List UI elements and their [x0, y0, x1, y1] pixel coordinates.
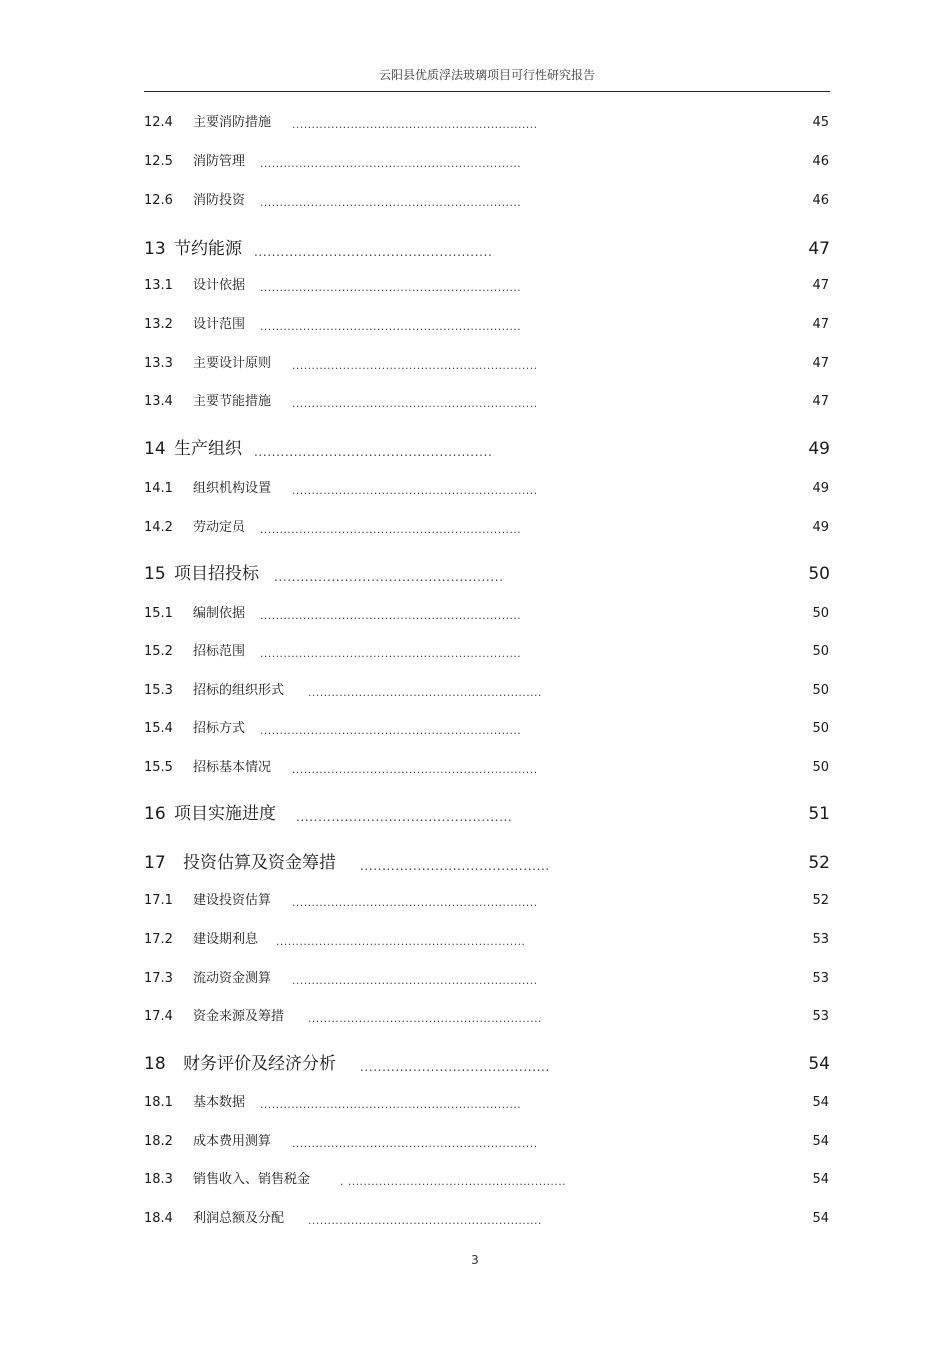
toc-entry-number: 14	[144, 439, 166, 459]
toc-dot-leader: ...................................................................	[260, 647, 522, 660]
toc-dot-leader: ............................................................	[308, 686, 542, 699]
toc-entry-title: 项目实施进度	[174, 804, 276, 824]
toc-entry-number: 12.6	[144, 193, 173, 208]
toc-dot-leader: ...................................................................	[260, 609, 522, 622]
toc-entry-title: 项目招投标	[174, 564, 259, 584]
toc-entry-number: 18	[144, 1054, 166, 1074]
toc-entry-number: 13.1	[144, 278, 173, 293]
toc-entry[interactable]	[144, 150, 830, 174]
toc-entry[interactable]	[144, 1130, 830, 1154]
toc-dot-leader: ......................................................	[254, 245, 493, 259]
toc-entry[interactable]	[144, 602, 830, 626]
toc-entry-title: 基本数据	[193, 1095, 246, 1110]
toc-chapter-entry[interactable]	[144, 562, 830, 586]
toc-entry-number: 12.4	[144, 115, 173, 130]
toc-entry-title: 设计范围	[193, 317, 246, 332]
toc-dot-leader: .................................................	[296, 810, 513, 824]
toc-entry[interactable]	[144, 1005, 830, 1029]
toc-chapter-entry[interactable]	[144, 237, 830, 261]
toc-entry-number: 17.4	[144, 1009, 173, 1024]
toc-entry-number: 15.5	[144, 760, 173, 775]
toc-entry-page: 47	[812, 356, 829, 371]
toc-entry[interactable]	[144, 889, 830, 913]
toc-entry[interactable]	[144, 928, 830, 952]
toc-entry-number: 16	[144, 804, 166, 824]
toc-entry[interactable]	[144, 352, 830, 376]
page-number: 3	[471, 1253, 479, 1267]
toc-dot-leader: ...............................................................	[292, 359, 538, 372]
toc-entry[interactable]	[144, 756, 830, 780]
toc-entry-title: 主要设计原则	[193, 356, 272, 371]
toc-entry-page: 51	[808, 804, 830, 824]
toc-entry-page: 52	[808, 853, 830, 873]
toc-dot-leader: ...............................................................	[292, 118, 538, 131]
toc-entry-page: 50	[812, 760, 829, 775]
toc-entry-page: 52	[812, 893, 829, 908]
toc-dot-leader: ......................................................	[254, 445, 493, 459]
toc-entry-page: 50	[812, 683, 829, 698]
toc-entry-title: 劳动定员	[193, 520, 246, 535]
toc-dot-leader: ............................................................	[308, 1012, 542, 1025]
toc-entry-number: 12.5	[144, 154, 173, 169]
toc-dot-leader: ...............................................................	[292, 1137, 538, 1150]
toc-chapter-entry[interactable]	[144, 851, 830, 875]
toc-entry[interactable]	[144, 967, 830, 991]
toc-dot-leader: ...............................................................	[292, 763, 538, 776]
toc-dot-leader: ...................................................................	[260, 281, 522, 294]
toc-entry-page: 54	[808, 1054, 830, 1074]
toc-entry-title: 建设期利息	[193, 932, 259, 947]
toc-entry-title: 节约能源	[174, 239, 242, 259]
toc-entry-title: 消防管理	[193, 154, 246, 169]
toc-entry-title: 组织机构设置	[193, 481, 272, 496]
toc-entry-page: 47	[808, 239, 830, 259]
toc-dot-leader: . ........................................................	[340, 1175, 567, 1188]
toc-entry[interactable]	[144, 516, 830, 540]
toc-entry-title: 主要消防措施	[193, 115, 272, 130]
toc-entry-title: 财务评价及经济分析	[183, 1054, 336, 1074]
toc-entry-page: 49	[812, 481, 829, 496]
toc-entry-page: 46	[812, 154, 829, 169]
toc-entry-title: 编制依据	[193, 606, 246, 621]
toc-entry[interactable]	[144, 679, 830, 703]
toc-entry-title: 招标范围	[193, 644, 246, 659]
toc-entry-page: 49	[808, 439, 830, 459]
toc-entry-number: 18.2	[144, 1134, 173, 1149]
toc-entry-page: 53	[812, 1009, 829, 1024]
toc-dot-leader: ....................................................	[274, 570, 504, 584]
toc-entry-number: 17	[144, 853, 166, 873]
toc-entry-page: 47	[812, 317, 829, 332]
toc-dot-leader: ...................................................................	[260, 196, 522, 209]
toc-entry-page: 54	[812, 1095, 829, 1110]
toc-entry-number: 18.3	[144, 1172, 173, 1187]
toc-entry-page: 46	[812, 193, 829, 208]
toc-entry-title: 利润总额及分配	[193, 1211, 285, 1226]
toc-entry-title: 投资估算及资金筹措	[183, 853, 336, 873]
toc-entry-number: 13.2	[144, 317, 173, 332]
toc-entry-title: 成本费用测算	[193, 1134, 272, 1149]
toc-dot-leader: ...............................................................	[292, 896, 538, 909]
toc-entry-page: 50	[812, 721, 829, 736]
toc-entry-number: 17.3	[144, 971, 173, 986]
toc-entry[interactable]	[144, 111, 830, 135]
toc-entry-page: 53	[812, 932, 829, 947]
toc-entry[interactable]	[144, 477, 830, 501]
toc-entry-number: 17.2	[144, 932, 173, 947]
toc-entry[interactable]	[144, 1168, 830, 1192]
toc-entry-page: 47	[812, 394, 829, 409]
toc-entry[interactable]	[144, 313, 830, 337]
toc-entry-number: 13	[144, 239, 166, 259]
toc-dot-leader: ...................................................................	[260, 320, 522, 333]
toc-entry-title: 流动资金测算	[193, 971, 272, 986]
toc-entry-number: 17.1	[144, 893, 173, 908]
toc-dot-leader: ...................................................................	[260, 1098, 522, 1111]
toc-entry-title: 建设投资估算	[193, 893, 272, 908]
toc-entry-number: 15.1	[144, 606, 173, 621]
toc-dot-leader: ...........................................	[360, 859, 550, 873]
toc-entry[interactable]	[144, 717, 830, 741]
toc-entry-title: 招标的组织形式	[193, 683, 285, 698]
toc-entry-title: 生产组织	[174, 439, 242, 459]
toc-entry[interactable]	[144, 274, 830, 298]
toc-entry-number: 18.4	[144, 1211, 173, 1226]
toc-entry-page: 45	[812, 115, 829, 130]
toc-entry-number: 15.2	[144, 644, 173, 659]
toc-entry-number: 14.1	[144, 481, 173, 496]
toc-entry-page: 47	[812, 278, 829, 293]
toc-entry-page: 54	[812, 1134, 829, 1149]
toc-entry-title: 招标方式	[193, 721, 246, 736]
toc-entry-number: 14.2	[144, 520, 173, 535]
toc-entry-number: 15.3	[144, 683, 173, 698]
toc-entry[interactable]	[144, 1207, 830, 1231]
toc-dot-leader: ...................................................................	[260, 523, 522, 536]
toc-entry-number: 15.4	[144, 721, 173, 736]
toc-dot-leader: ...............................................................	[292, 974, 538, 987]
toc-entry-title: 主要节能措施	[193, 394, 272, 409]
toc-entry-number: 15	[144, 564, 166, 584]
toc-chapter-entry[interactable]	[144, 802, 830, 826]
toc-dot-leader: ...............................................................	[292, 484, 538, 497]
toc-entry-title: 资金来源及筹措	[193, 1009, 285, 1024]
toc-entry-page: 53	[812, 971, 829, 986]
toc-dot-leader: ...........................................	[360, 1060, 550, 1074]
toc-entry[interactable]	[144, 390, 830, 414]
toc-entry-page: 50	[812, 606, 829, 621]
header-rule	[144, 91, 830, 92]
toc-chapter-entry[interactable]	[144, 437, 830, 461]
toc-entry-page: 54	[812, 1172, 829, 1187]
toc-entry[interactable]	[144, 640, 830, 664]
toc-entry-title: 设计依据	[193, 278, 246, 293]
toc-entry[interactable]	[144, 189, 830, 213]
toc-dot-leader: ...................................................................	[260, 157, 522, 170]
toc-entry-number: 13.4	[144, 394, 173, 409]
toc-entry-title: 招标基本情况	[193, 760, 272, 775]
toc-entry-number: 18.1	[144, 1095, 173, 1110]
toc-entry-title: 消防投资	[193, 193, 246, 208]
toc-entry-number: 13.3	[144, 356, 173, 371]
toc-entry[interactable]	[144, 1091, 830, 1115]
header-title: 云阳县优质浮法玻璃项目可行性研究报告	[378, 68, 595, 82]
toc-entry-page: 54	[812, 1211, 829, 1226]
toc-chapter-entry[interactable]	[144, 1052, 830, 1076]
toc-dot-leader: ............................................................	[308, 1214, 542, 1227]
toc-dot-leader: ...................................................................	[260, 724, 522, 737]
toc-entry-page: 50	[812, 644, 829, 659]
toc-entry-page: 49	[812, 520, 829, 535]
toc-dot-leader: ...............................................................	[292, 397, 538, 410]
toc-dot-leader: ................................................................	[276, 935, 526, 948]
toc-entry-title: 销售收入、销售税金	[193, 1172, 311, 1187]
toc-entry-page: 50	[808, 564, 830, 584]
